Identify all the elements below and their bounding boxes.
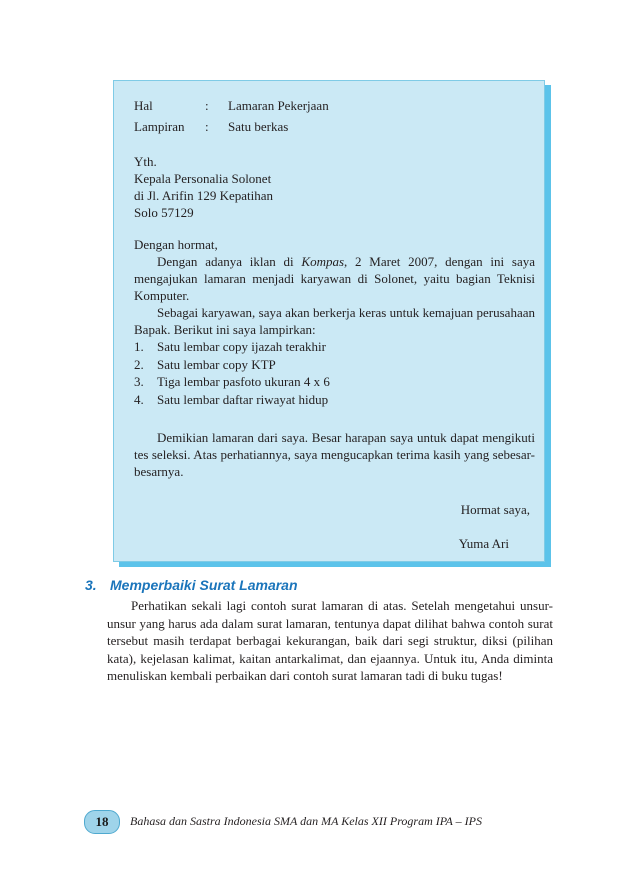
page-number: 18 [95, 814, 109, 829]
meta-row-attachment [134, 118, 535, 139]
attachment-list [134, 338, 535, 408]
letter-paragraph-3: Demikian lamaran dari saya. Besar harapan saya untuk dapat mengikuti tes seleksi. Atas perhatiannya, saya mengucapkan terima kasih yang sebesar-besarnya. [134, 430, 535, 479]
meta-value: Satu berkas [228, 119, 289, 134]
list-item: 3. Tiga lembar pasfoto ukuran 4 x 6 [134, 374, 330, 389]
newspaper-name: Kompas [301, 254, 345, 269]
recipient-block [134, 153, 535, 221]
recipient-line: Yth. [134, 154, 157, 169]
book-title: Bahasa dan Sastra Indonesia SMA dan MA Kelas XII Program IPA – IPS [130, 814, 482, 828]
section-heading: Memperbaiki Surat Lamaran [110, 577, 298, 593]
page-number-badge [84, 810, 120, 834]
letter-paragraph-1: Dengan adanya iklan di Kompas, 2 Maret 2007, dengan ini saya mengajukan lamaran menjadi karyawan di Solonet, yaitu bagian Teknisi Komputer. [134, 254, 536, 303]
meta-row-subject [134, 97, 535, 118]
letter-paragraph-2: Sebagai karyawan, saya akan berkerja keras untuk kemajuan perusahaan Bapak. Berikut ini saya lampirkan: [134, 305, 535, 337]
signature: Yuma Ari [458, 536, 509, 551]
list-item: 4. Satu lembar daftar riwayat hidup [134, 391, 329, 407]
letter-box [113, 80, 545, 562]
section-body [107, 597, 553, 685]
recipient-line: di Jl. Arifin 129 Kepatihan [134, 188, 274, 203]
section-title [85, 577, 298, 593]
letter-body [134, 97, 535, 552]
section-paragraph: Perhatikan sekali lagi contoh surat lamaran di atas. Setelah mengetahui unsur-unsur yang harus ada dalam surat lamaran, tentunya dapat dilihat bahwa contoh surat tersebut masih terdapat berbagai kekurangan, baik dari segi struktur, diksi (pilihan kata), kejelasan kalimat, kaitan antarkalimat, dan ejaannya. Untuk itu, Anda diminta menuliskan kembali perbaikan dari contoh surat lamaran tadi di buku tugas! [107, 598, 553, 683]
meta-colon: : [205, 98, 209, 113]
meta-label: Hal [134, 98, 153, 113]
closing: Hormat saya, [460, 502, 530, 517]
meta-colon: : [205, 119, 209, 134]
list-item: 1. Satu lembar copy ijazah terakhir [134, 339, 326, 354]
list-item: 2. Satu lembar copy KTP [134, 356, 276, 372]
meta-value: Lamaran Pekerjaan [228, 98, 329, 113]
recipient-line: Solo 57129 [134, 205, 194, 220]
meta-label: Lampiran [134, 119, 185, 134]
greeting: Dengan hormat, [134, 237, 218, 252]
recipient-line: Kepala Personalia Solonet [134, 171, 272, 186]
section-number: 3. [85, 577, 97, 593]
